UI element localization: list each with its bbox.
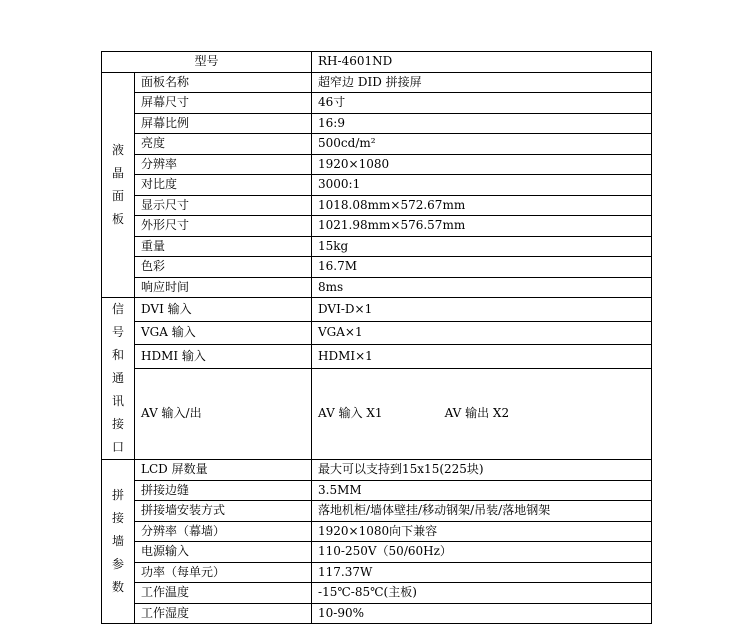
table-row	[102, 521, 652, 542]
row-label: VGA 输入	[135, 321, 312, 345]
row-label: 工作温度	[135, 583, 312, 604]
row-value: 1920×1080向下兼容	[312, 521, 652, 542]
table-row	[102, 583, 652, 604]
row-value: VGA×1	[312, 321, 652, 345]
table-row	[102, 480, 652, 501]
row-label: 功率（每单元）	[135, 562, 312, 583]
row-label: 亮度	[135, 134, 312, 155]
table-row	[102, 345, 652, 369]
row-value: 超窄边 DID 拼接屏	[312, 72, 652, 93]
group-label-wall: 拼接墙参数	[102, 460, 135, 624]
row-label: 拼接墙安装方式	[135, 501, 312, 522]
row-label: 工作湿度	[135, 603, 312, 624]
row-value: 46寸	[312, 93, 652, 114]
row-value: -15℃-85℃(主板)	[312, 583, 652, 604]
table-row	[102, 175, 652, 196]
table-row	[102, 562, 652, 583]
table-row	[102, 93, 652, 114]
row-value: 3.5MM	[312, 480, 652, 501]
row-value: 15kg	[312, 236, 652, 257]
row-value: 1021.98mm×576.57mm	[312, 216, 652, 237]
table-row	[102, 277, 652, 298]
row-value: 16:9	[312, 113, 652, 134]
row-label: 面板名称	[135, 72, 312, 93]
row-label: 色彩	[135, 257, 312, 278]
model-value: RH-4601ND	[312, 52, 652, 73]
row-value	[312, 368, 652, 459]
row-value: 最大可以支持到15x15(225块)	[312, 460, 652, 481]
table-row	[102, 603, 652, 624]
row-label: AV 输入/出	[135, 368, 312, 459]
spec-table	[101, 51, 652, 624]
table-row	[102, 195, 652, 216]
table-row	[102, 460, 652, 481]
row-label: 对比度	[135, 175, 312, 196]
row-value: DVI-D×1	[312, 298, 652, 322]
row-label: 电源输入	[135, 542, 312, 563]
table-row	[102, 368, 652, 459]
model-label: 型号	[102, 52, 312, 73]
row-value: 1920×1080	[312, 154, 652, 175]
table-row	[102, 134, 652, 155]
row-label: 分辨率	[135, 154, 312, 175]
row-label: 屏幕比例	[135, 113, 312, 134]
row-label: 外形尺寸	[135, 216, 312, 237]
row-label: 拼接边缝	[135, 480, 312, 501]
row-value: 10-90%	[312, 603, 652, 624]
row-value: 8ms	[312, 277, 652, 298]
av-out-value: AV 输出 X2	[444, 406, 510, 421]
row-value: 落地机柜/墙体壁挂/移动钢架/吊装/落地钢架	[312, 501, 652, 522]
row-label: 响应时间	[135, 277, 312, 298]
row-label: DVI 输入	[135, 298, 312, 322]
table-row	[102, 321, 652, 345]
row-value: 500cd/m²	[312, 134, 652, 155]
row-value: 3000:1	[312, 175, 652, 196]
table-row	[102, 72, 652, 93]
table-row	[102, 542, 652, 563]
row-value: 117.37W	[312, 562, 652, 583]
row-label: 分辨率（幕墙）	[135, 521, 312, 542]
table-row	[102, 113, 652, 134]
table-row	[102, 154, 652, 175]
row-label: LCD 屏数量	[135, 460, 312, 481]
table-row	[102, 216, 652, 237]
group-label-signal: 信号和通讯接口	[102, 298, 135, 460]
row-value: 110-250V（50/60Hz）	[312, 542, 652, 563]
row-label: 屏幕尺寸	[135, 93, 312, 114]
table-row	[102, 236, 652, 257]
row-label: HDMI 输入	[135, 345, 312, 369]
table-header-row	[102, 52, 652, 73]
row-label: 重量	[135, 236, 312, 257]
row-value: HDMI×1	[312, 345, 652, 369]
group-label-lcd: 液晶面板	[102, 72, 135, 298]
av-in-value: AV 输入 X1	[318, 406, 383, 421]
row-value: 16.7M	[312, 257, 652, 278]
table-row	[102, 501, 652, 522]
row-label: 显示尺寸	[135, 195, 312, 216]
row-value: 1018.08mm×572.67mm	[312, 195, 652, 216]
table-row	[102, 298, 652, 322]
table-row	[102, 257, 652, 278]
